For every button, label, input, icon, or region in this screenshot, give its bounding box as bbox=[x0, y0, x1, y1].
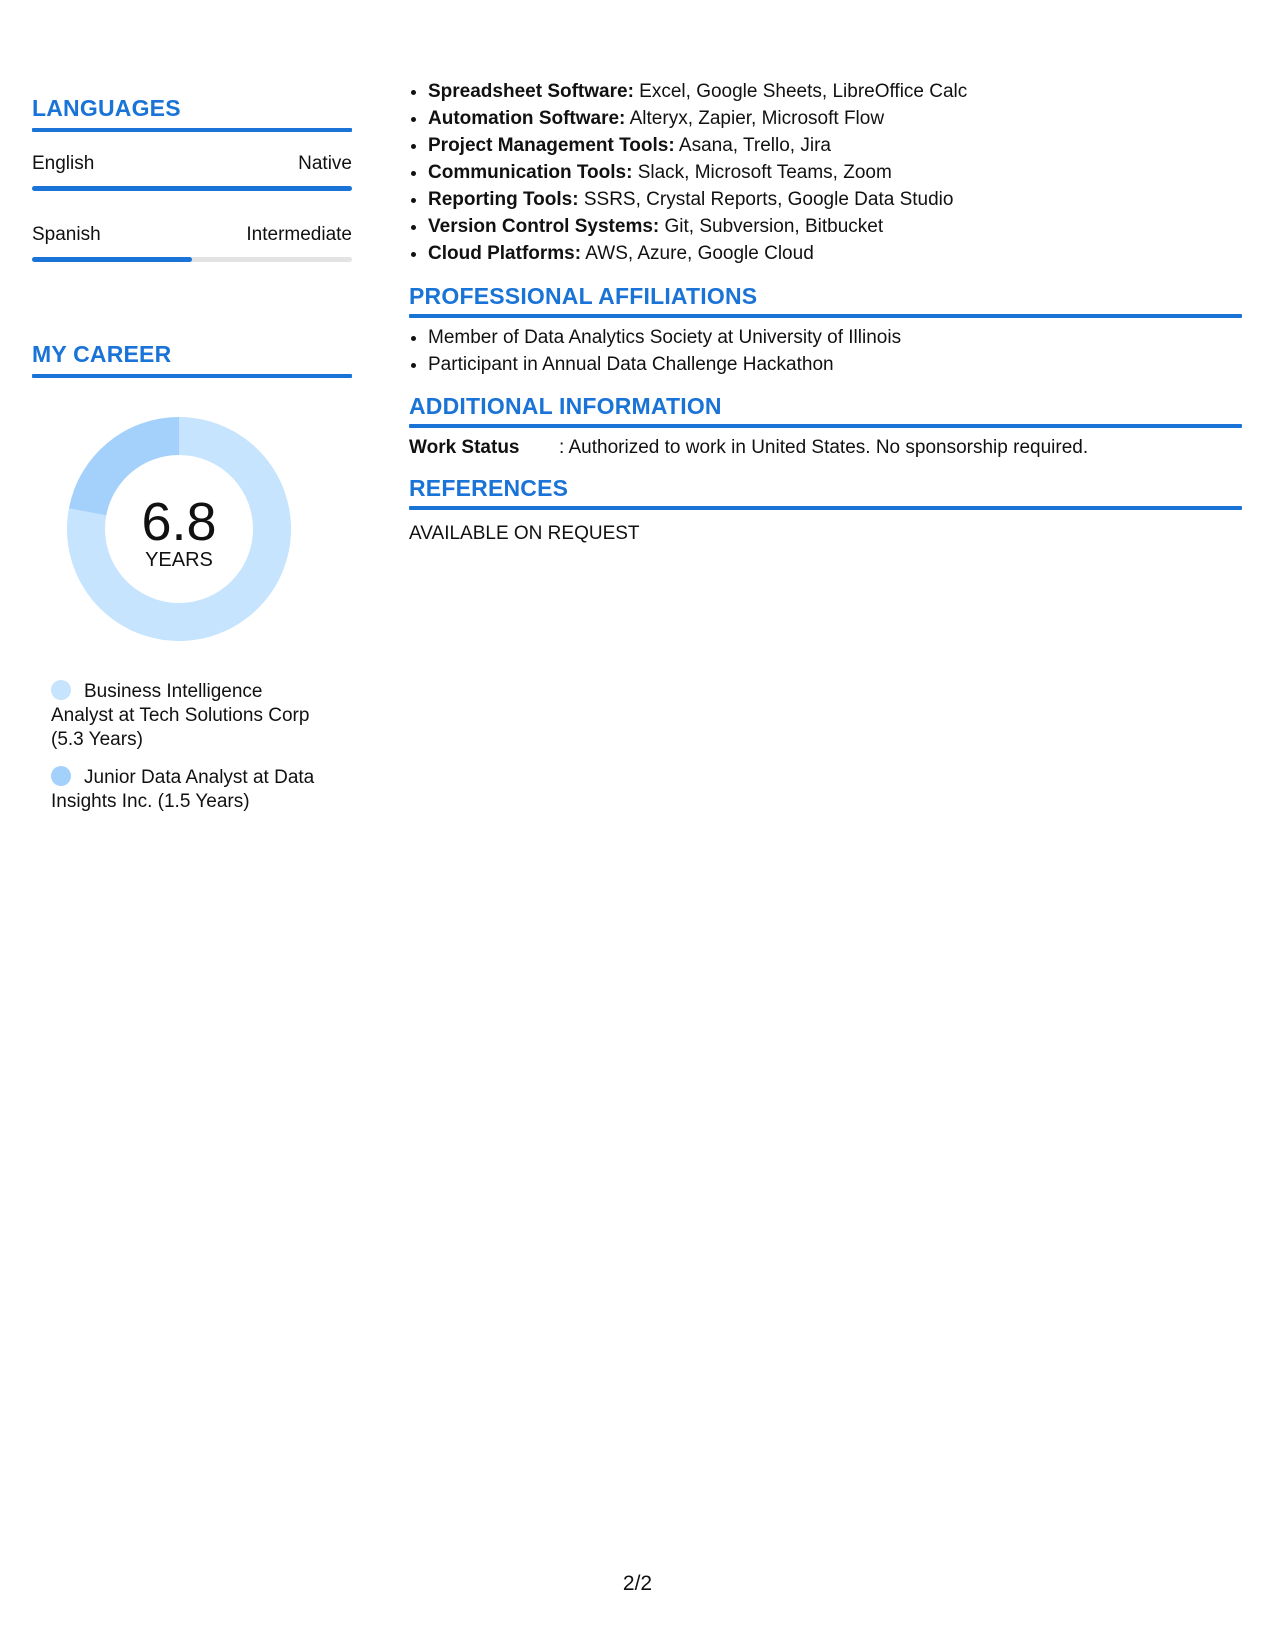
career-legend-item bbox=[51, 766, 321, 814]
career-total-years: 6.8 bbox=[141, 492, 217, 552]
career-title: MY CAREER bbox=[32, 341, 172, 367]
language-name: Spanish bbox=[32, 224, 101, 245]
references-text: AVAILABLE ON REQUEST bbox=[409, 523, 640, 544]
work-status-label: Work Status bbox=[409, 437, 520, 458]
additional-info-title: ADDITIONAL INFORMATION bbox=[409, 393, 722, 419]
list-item: • Communication Tools: Slack, Microsoft Teams, Zoom bbox=[428, 159, 1242, 186]
sidebar bbox=[32, 94, 352, 812]
career-unit-label: YEARS bbox=[145, 549, 213, 571]
page-number: 2/2 bbox=[622, 1572, 653, 1595]
languages-title: LANGUAGES bbox=[32, 95, 181, 121]
list-item: • Version Control Systems: Git, Subversion, Bitbucket bbox=[428, 213, 1242, 240]
language-proficiency-bar bbox=[32, 257, 352, 262]
main-content bbox=[409, 78, 1242, 547]
career-rule bbox=[32, 374, 352, 378]
work-status-row bbox=[409, 434, 1242, 461]
legend-swatch bbox=[51, 680, 71, 700]
list-item: • Participant in Annual Data Challenge Hackathon bbox=[428, 351, 1242, 378]
language-item-spanish bbox=[32, 223, 352, 262]
affiliations-title: PROFESSIONAL AFFILIATIONS bbox=[409, 283, 758, 309]
list-item: • Automation Software: Alteryx, Zapier, Microsoft Flow bbox=[428, 105, 1242, 132]
legend-swatch bbox=[51, 766, 71, 786]
career-legend-item bbox=[51, 680, 321, 752]
language-item-english bbox=[32, 152, 352, 191]
list-item: • Cloud Platforms: AWS, Azure, Google Cloud bbox=[428, 240, 1242, 267]
career-donut-chart bbox=[66, 416, 292, 642]
language-name: English bbox=[32, 153, 95, 174]
affiliations-list bbox=[409, 324, 1242, 378]
list-item: • Project Management Tools: Asana, Trello, Jira bbox=[428, 132, 1242, 159]
language-level: Native bbox=[298, 153, 352, 174]
list-item: • Reporting Tools: SSRS, Crystal Reports, Google Data Studio bbox=[428, 186, 1242, 213]
language-proficiency-fill bbox=[32, 257, 192, 262]
list-item: • Spreadsheet Software: Excel, Google Sheets, LibreOffice Calc bbox=[428, 78, 1242, 105]
references-title: REFERENCES bbox=[409, 475, 569, 501]
affiliations-rule bbox=[409, 314, 1242, 318]
work-status-value: : Authorized to work in United States. No sponsorship required. bbox=[559, 437, 1089, 458]
skills-list bbox=[409, 78, 1242, 267]
additional-info-rule bbox=[409, 424, 1242, 428]
language-proficiency-bar bbox=[32, 186, 352, 191]
language-level: Intermediate bbox=[246, 224, 352, 245]
legend-label: Business Intelligence Analyst at Tech Solutions Corp (5.3 Years) bbox=[51, 681, 310, 750]
list-item: • Member of Data Analytics Society at University of Illinois bbox=[428, 324, 1242, 351]
references-rule bbox=[409, 506, 1242, 510]
languages-rule bbox=[32, 128, 352, 132]
legend-label: Junior Data Analyst at Data Insights Inc. (1.5 Years) bbox=[51, 767, 315, 812]
language-proficiency-fill bbox=[32, 186, 352, 191]
